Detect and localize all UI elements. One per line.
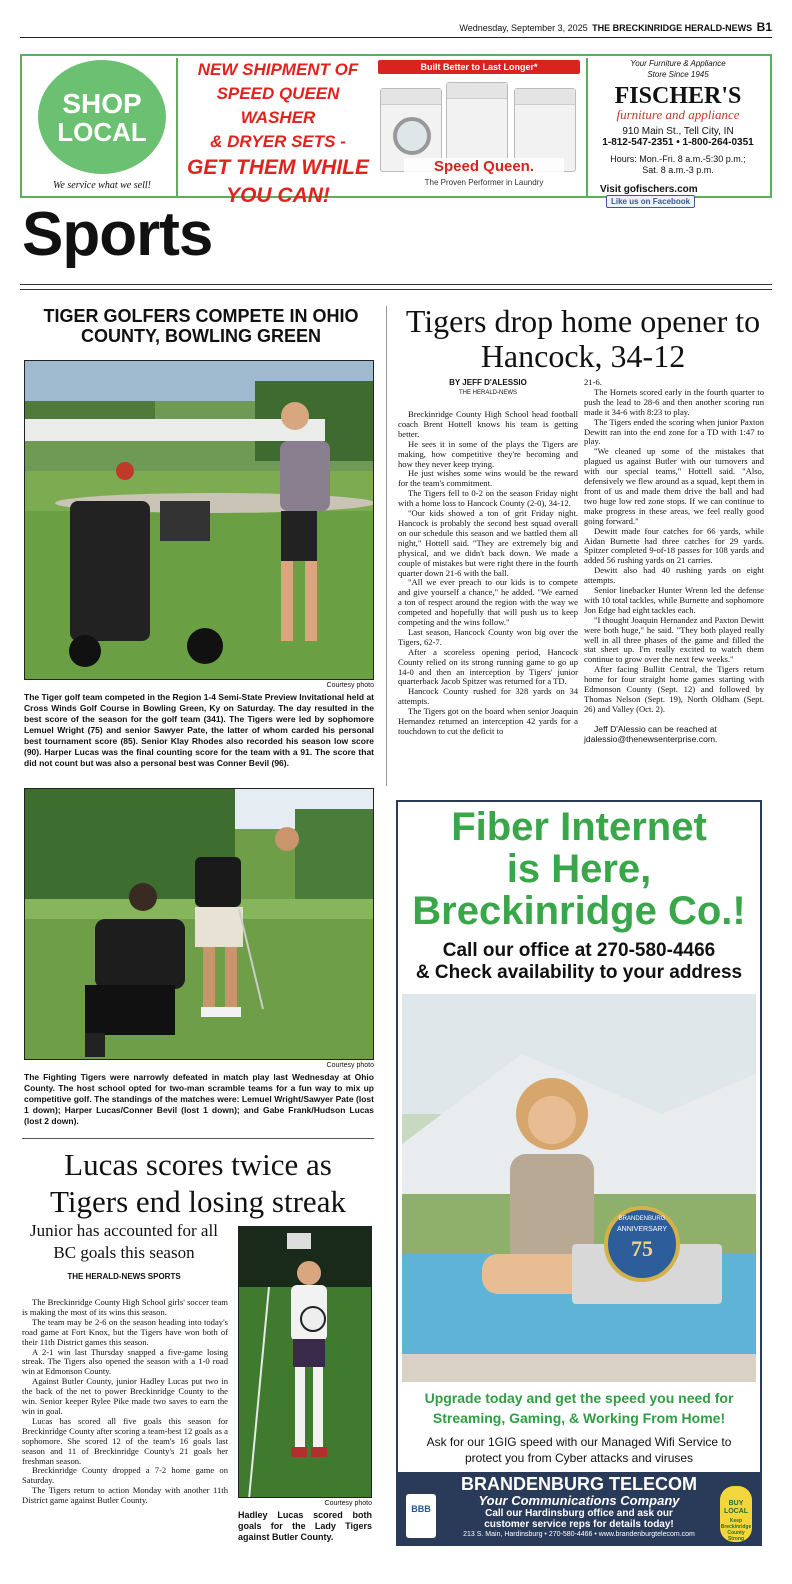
golf-photo-2 (24, 788, 374, 1060)
speed-queen-copy-line: NEW SHIPMENT OF (197, 60, 359, 79)
fischers-since-year: Store Since 1945 (647, 70, 709, 79)
lucas-photo (238, 1226, 372, 1498)
hancock-paragraph: He just wishes some wins would be the reward for the team's commitment. (398, 468, 578, 489)
golf-photo-1-caption: The Tiger golf team competed in the Region 1-4 Semi-State Preview Invitational held at Cross Winds Golf Course in Bowling Green, Ky on Saturday. The day resulted in the best score of the season for the golf team (341). The Tigers were led by sophomore Lemuel Wright (75) and senior Sawyer Pate, the latter of whom carded his personal best tournament score (85). Senior Klay Rhodes also recorded his season low score (90). Harper Lucas was the final counting score for the team with a 91. The score that did not count but was also a personal best was Conner Bevil (96). (24, 692, 374, 768)
shop-local-pin-icon (38, 60, 166, 174)
brandenburg-telecom-bar (398, 1472, 760, 1546)
fiber-upgrade-text (402, 1384, 756, 1432)
fischers-ad (586, 58, 768, 206)
wifi-line: protect you from Cyber attacks and viruses (464, 1451, 694, 1465)
fiber-call-line: Call our office at 270-580-4466 (442, 940, 716, 961)
hancock-paragraph: After a scoreless opening period, Hancock County relied on its strong running game to go up 14-0 and then an interception by Tigers' junior quarterback Jacob Spitzer was returned for a TD. (398, 646, 578, 687)
fischers-website-text: Visit gofischers.com (600, 184, 698, 195)
speed-queen-headline (184, 58, 372, 207)
lucas-photo-credit: Courtesy photo (324, 1500, 372, 1507)
speed-queen-copy-line: GET THEM WHILE (187, 156, 369, 179)
fiber-wifi-text (398, 1434, 760, 1466)
facebook-icon[interactable]: Like us on Facebook (606, 195, 695, 208)
company-address: 213 S. Main, Hardinsburg • 270-580-4466 • www.brandenburgtelecom.com (463, 1531, 695, 1538)
lucas-paragraph: Lucas has scored all five goals this season for Breckinridge County after scoring a team-best 12 goals as a sophomore. She scored 12 of the team's 16 goals last season and 11 of Breckinridge County's 21 goals her freshman season. (22, 1415, 228, 1466)
anniversary-seal: 75 (631, 1236, 653, 1261)
hancock-column-2 (584, 378, 764, 745)
hancock-byline-org: THE HERALD-NEWS (458, 390, 517, 396)
lucas-paragraph: The Breckinridge County High School girls' soccer team is making the most of its wins this season. (22, 1297, 228, 1317)
lucas-deck: Junior has accounted for all BC goals this season (30, 1221, 218, 1262)
speed-queen-copy-line: YOU CAN! (226, 184, 330, 207)
company-tagline: Your Communications Company (478, 1493, 680, 1508)
section-divider (20, 284, 772, 290)
fischers-hours: Hours: Mon.-Fri. 8 a.m.-5:30 p.m.; (610, 154, 746, 164)
lucas-paragraph: The Tigers return to action Monday with another 11th District game against Butler County. (22, 1485, 228, 1506)
shop-local-line2: LOCAL (57, 117, 147, 147)
lucas-byline: THE HERALD-NEWS SPORTS (67, 1272, 181, 1281)
fischers-name: FISCHER'S (614, 83, 742, 109)
hancock-contact-email[interactable]: jdalessio@thenewsenterprise.com. (584, 733, 718, 744)
hancock-paragraph: "All we ever preach to our kids is to compete and give yourself a chance," he added. "We earned a ton of respect around the region with the way we competed and hopefully that will push us to keep competing and the wins follow." (398, 577, 578, 628)
top-advertisement[interactable] (20, 54, 772, 207)
fischers-subtitle: furniture and appliance (616, 107, 740, 122)
column-divider (386, 306, 387, 786)
hancock-paragraph: Dewitt also had 40 rushing yards on eight attempts. (584, 565, 764, 586)
section-title: Sports (22, 200, 213, 269)
hancock-paragraph: Breckinridge County High School head football coach Brent Hottell knows his team is getting better. (398, 409, 578, 439)
hancock-column-1 (398, 410, 578, 737)
speed-queen-product-image (374, 58, 584, 196)
fischers-website[interactable] (588, 184, 768, 208)
buy-local-label: BUY LOCAL (723, 1500, 749, 1515)
upgrade-line: Streaming, Gaming, & Working From Home! (432, 1410, 726, 1426)
hancock-paragraph: The Tigers got on the board when senior Joaquin Hernandez returned an interception 42 yards for a touchdown to cut the deficit to (398, 706, 578, 736)
shop-local-line1: SHOP (62, 88, 142, 119)
golf-photo-1-image (25, 361, 374, 680)
hancock-byline (398, 378, 578, 398)
company-call-line: Call our Hardinsburg office and ask our (485, 1508, 673, 1519)
fiber-ad-photo (402, 994, 756, 1382)
hancock-paragraph: He sees it in some of the plays the Tigers are making, how competitive they're becoming and how they never keep trying. (398, 438, 578, 469)
hancock-byline-author: BY JEFF D'ALESSIO (449, 378, 527, 387)
anniversary-seal-name: BRANDENBURG (618, 1216, 666, 1222)
hancock-paragraph: "We cleaned up some of the mistakes that plagued us against Butler with our turnovers and with our special teams," Hottell said. "Also, defensively we flew around as a squad, kept them in front of us and made them drive the ball and had two huge low red zone stops. If we can continue to make progress in these areas, we feel really good going forward." (584, 446, 764, 526)
lucas-paragraph: A 2-1 win last Thursday snapped a five-game losing streak. The Tigers also opened the season with a 1-0 road win at Edmonson County. (22, 1346, 228, 1377)
anniversary-seal-label: ANNIVERSARY (616, 1226, 668, 1233)
speed-queen-subtitle: The Proven Performer in Laundry (424, 178, 544, 187)
hancock-paragraph: 21-6. (584, 377, 602, 387)
speed-queen-logo: Speed Queen. (404, 158, 564, 178)
fiber-ad-call (398, 940, 760, 984)
story-divider (22, 1138, 374, 1139)
golf-photo-2-caption: The Fighting Tigers were narrowly defeated in match play last Wednesday at Ohio County. The host school opted for two-man scramble teams for a fun way to mix up competitive golf. The standings of the matches were: Lemuel Wright/Sawyer Pate (lost 1 down); Harper Lucas/Conner Bevil (lost 1 down); and Gabe Frank/Hudson Lucas (lost 2 down). (24, 1072, 374, 1126)
hancock-paragraph: Hancock County rushed for 328 yards on 34 attempts. (398, 686, 578, 707)
hancock-paragraph: "Our kids showed a ton of grit Friday night. Hancock is probably the second best squad overall on our schedule this season and we battled them all night," Hottell said. "They are extremely big and physical, and we didn't back down. We made a couple of mistakes but were right there in the fourth quarter down 21-6 with the ball. (398, 508, 578, 578)
lucas-paragraph: Against Butler County, junior Hadley Lucas put two in the back of the net to power Breckinridge County to the win. Senior keeper Rylee Pike made two saves to earn the win in goal. (22, 1376, 228, 1416)
hancock-headline: Tigers drop home opener to Hancock, 34-12 (405, 303, 761, 374)
fiber-internet-ad[interactable] (396, 800, 762, 1546)
masthead (20, 20, 772, 38)
wifi-line: Ask for our 1GIG speed with our Managed Wifi Service to (426, 1435, 732, 1449)
hancock-paragraph: Dewitt made four catches for 66 yards, while Aidan Burnette had three catches for 29 yards. Spitzer completed 9-of-18 passes for 108 yards and added 56 rushing yards on 21 carries. (584, 525, 764, 566)
company-call-line: customer service reps for details today! (484, 1519, 674, 1530)
speed-queen-banner: Built Better to Last Longer* (378, 60, 580, 74)
woman-laptop-image (402, 994, 756, 1382)
soccer-player-image (239, 1227, 372, 1498)
hancock-paragraph: Last season, Hancock County won big over the Tigers, 62-7. (398, 626, 578, 647)
fischers-hours-sat: Sat. 8 a.m.-3 p.m. (642, 165, 714, 175)
fiber-title-line: Fiber Internet (451, 805, 707, 849)
fischers-phone: 1-812-547-2351 • 1-800-264-0351 (602, 137, 754, 148)
speed-queen-copy-line: & DRYER SETS - (210, 132, 346, 151)
masthead-paper-name: THE BRECKINRIDGE HERALD-NEWS (592, 23, 753, 33)
hancock-paragraph: Senior linebacker Hunter Wrenn led the defense with 10 total tackles, while Burnette and sophomore Jon Edge had eight tackles each. (584, 585, 764, 615)
shop-local-logo (26, 58, 178, 196)
lucas-headline: Lucas scores twice as Tigers end losing streak (50, 1147, 346, 1219)
golf-headline: TIGER GOLFERS COMPETE IN OHIO COUNTY, BOWLING GREEN (43, 306, 359, 346)
lucas-paragraph: The team may be 2-6 on the season heading into today's road game at Fort Knox, but the Tigers have won both of their 11th District games this season. (22, 1316, 228, 1347)
fischers-address: 910 Main St., Tell City, IN (622, 126, 734, 137)
hancock-contact: Jeff D'Alessio can be reached at (594, 723, 717, 734)
lucas-column (22, 1298, 228, 1506)
upgrade-line: Upgrade today and get the speed you need for (424, 1390, 734, 1406)
hancock-paragraph: "I thought Joaquin Hernandez and Paxton Dewitt were both huge," he said. "They both played really well in all three phases of the game and filled the stat sheet up. I'm really excited to watch them continue to grow over the next few weeks." (584, 614, 764, 665)
fiber-ad-title (398, 806, 760, 932)
buy-local-sub: Keep Breckinridge County Strong (720, 1518, 752, 1542)
shop-local-tagline: We service what we sell! (53, 180, 151, 191)
company-name: BRANDENBURG TELECOM (461, 1474, 697, 1494)
buy-local-icon (720, 1486, 752, 1542)
golf-photo-2-image (25, 789, 374, 1060)
golf-photo-2-credit: Courtesy photo (326, 1062, 374, 1069)
golf-photo-1-credit: Courtesy photo (326, 682, 374, 689)
fischers-since: Your Furniture & Appliance (630, 59, 726, 68)
hancock-paragraph: The Tigers ended the scoring when junior Paxton Dewitt ran into the end zone for a TD with 1:47 to play. (584, 416, 764, 447)
fiber-title-line: Breckinridge Co.! (412, 889, 746, 933)
golf-photo-1 (24, 360, 374, 680)
lucas-photo-caption: Hadley Lucas scored both goals for the Lady Tigers against Butler County. (238, 1510, 372, 1542)
fiber-call-line: & Check availability to your address (415, 962, 743, 983)
masthead-date: Wednesday, September 3, 2025 (459, 23, 588, 33)
lucas-paragraph: Breckinridge County dropped a 7-2 home game on Saturday. (22, 1465, 228, 1486)
hancock-paragraph: The Tigers fell to 0-2 on the season Friday night with a home loss to Hancock County (2-0), 34-12. (398, 488, 578, 509)
hancock-paragraph: The Hornets scored early in the fourth quarter to push the lead to 28-6 and then another scoring run made it 34-6 with 8:23 to play. (584, 386, 764, 417)
bbb-icon: BBB (406, 1494, 436, 1538)
fiber-title-line: is Here, (506, 847, 652, 891)
hancock-paragraph: After facing Bullitt Central, the Tigers return home for four straight home games starting with Edmonson County (Sept. 12) and followed by Thomas Nelson (Sept. 19), North Oldham (Sept. 26) and Valley (Oct. 2). (584, 664, 764, 714)
masthead-page-number: B1 (756, 20, 772, 34)
speed-queen-copy-line: SPEED QUEEN WASHER (216, 84, 340, 127)
